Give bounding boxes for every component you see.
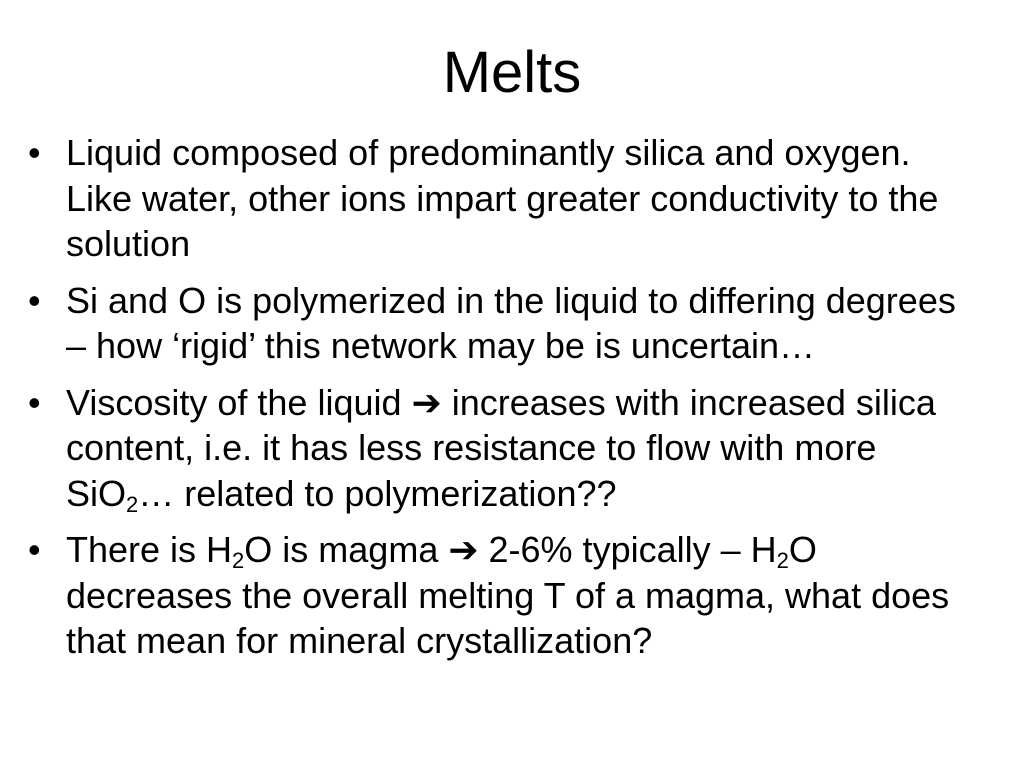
bullet-text-part: O is magma <box>244 529 449 570</box>
bullet-icon: • <box>28 132 41 173</box>
bullet-text <box>66 529 949 661</box>
bullet-item <box>28 130 978 267</box>
bullet-list <box>28 130 978 675</box>
subscript: 2 <box>232 548 245 573</box>
bullet-icon: • <box>28 279 41 321</box>
bullet-item <box>28 380 978 517</box>
subscript: 2 <box>126 491 139 517</box>
bullet-text-part: … related to polymerization?? <box>138 472 617 514</box>
subscript: 2 <box>776 548 789 573</box>
bullet-text-part: Viscosity of the liquid <box>66 381 412 423</box>
bullet-icon: • <box>28 529 41 570</box>
arrow-icon: ➔ <box>448 529 479 570</box>
bullet-text-part: 2-6% typically – H <box>478 529 777 570</box>
bullet-text-part: There is H <box>66 529 233 570</box>
arrow-icon: ➔ <box>411 381 442 423</box>
bullet-text: Si and O is polymerized in the liquid to differing degrees – how ‘rigid’ this network may be is uncertain… <box>66 279 956 366</box>
bullet-text: Liquid composed of predominantly silica and oxygen. Like water, other ions impart greater conductivity to the solution <box>66 132 939 264</box>
bullet-icon: • <box>28 381 41 423</box>
bullet-item <box>28 527 978 664</box>
bullet-text <box>66 381 936 517</box>
bullet-text-part: O decreases the overall melting T of a magma, what does that mean for mineral crystallization? <box>66 529 950 661</box>
slide-title: Melts <box>442 40 582 105</box>
bullet-item <box>28 278 978 369</box>
bullet-text-part: increases with increased silica content, i.e. it has less resistance to flow with more SiO <box>66 381 936 514</box>
